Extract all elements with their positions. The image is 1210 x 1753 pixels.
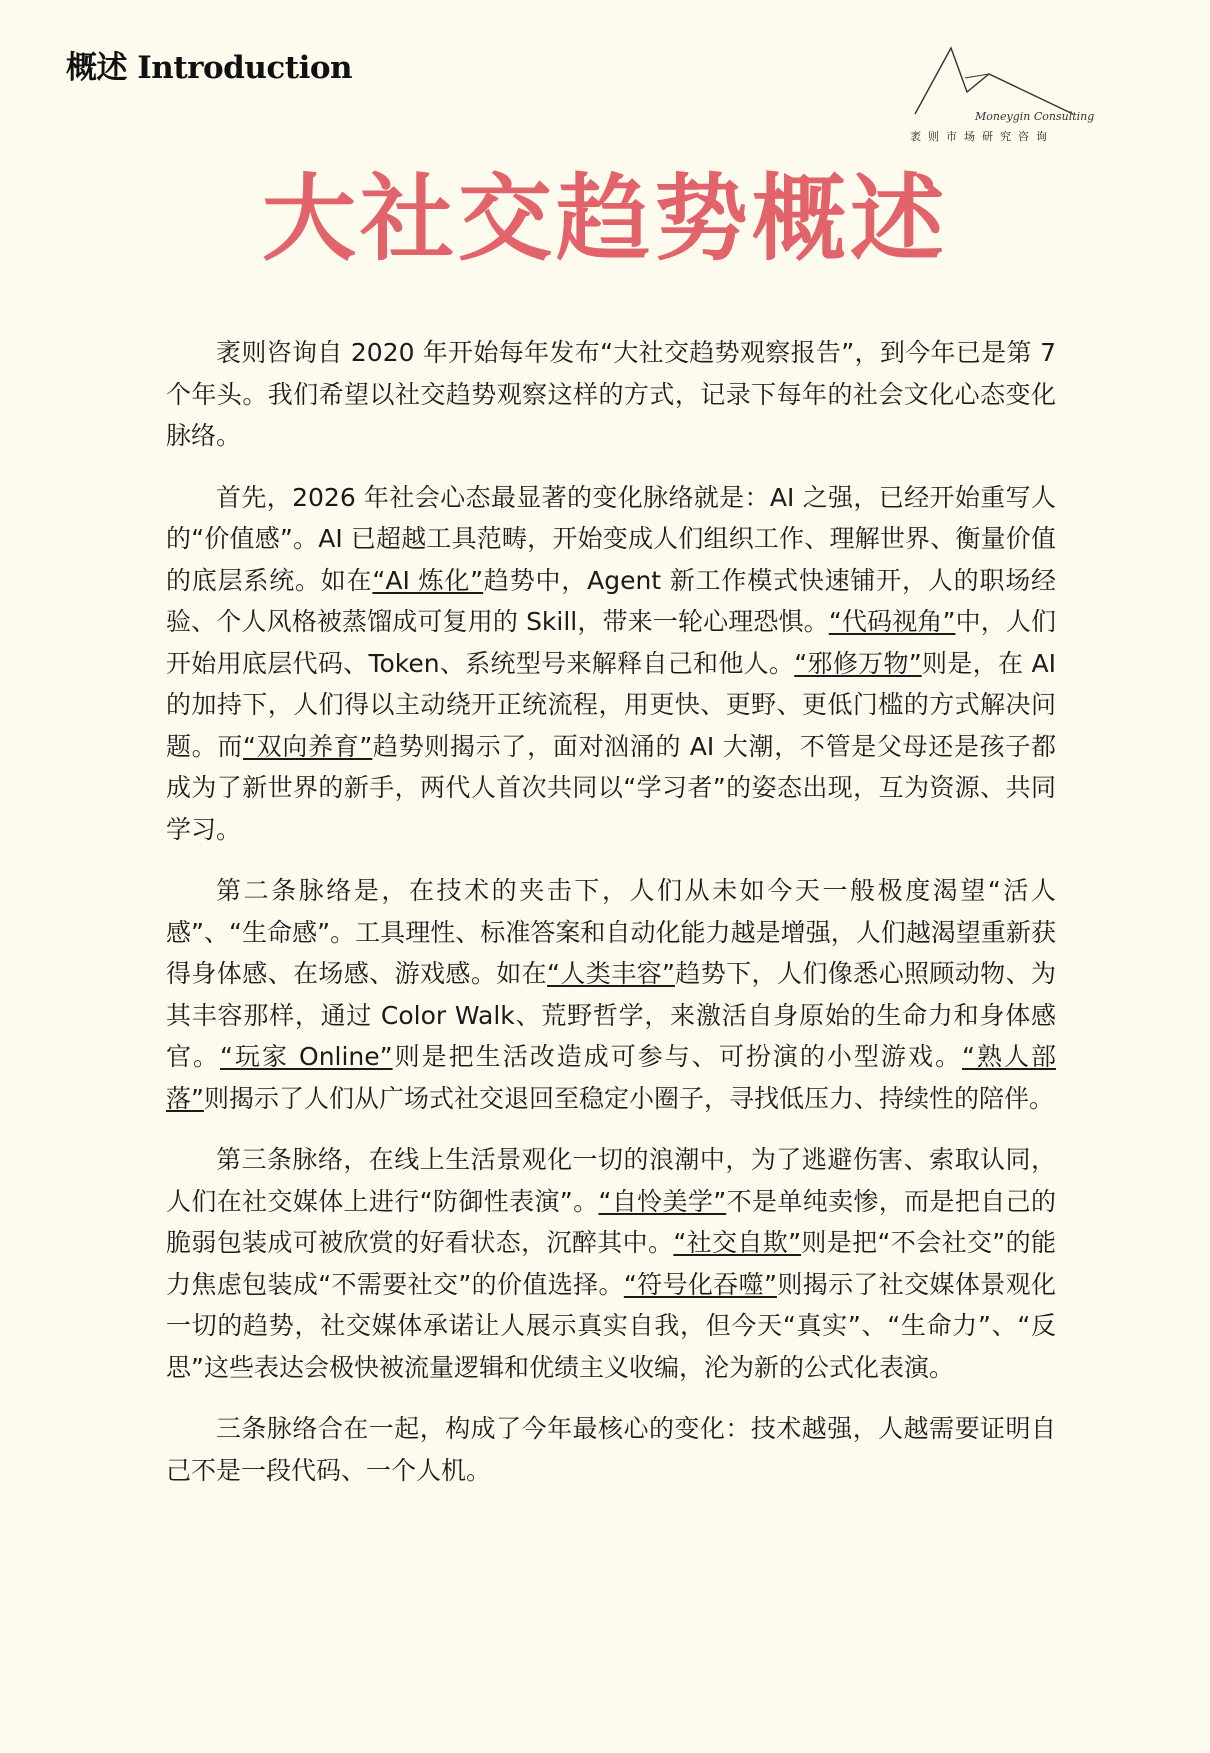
logo-script-text: Moneygin Consulting <box>975 110 1095 123</box>
page-title: 大社交趋势概述 <box>261 165 948 274</box>
paragraph-text: 则是把“不会社交”的能力焦虑包装成“不需要社交”的价值选择。 <box>166 1228 1056 1299</box>
paragraph-text: 不是单纯卖惨，而是把自己的脆弱包装成可被欣赏的好看状态，沉醉其中。 <box>166 1186 1056 1257</box>
trend-link[interactable]: “符号化吞噬” <box>623 1269 777 1299</box>
paragraph-text: 袤则咨询自 2020 年开始每年发布“大社交趋势观察报告”，到今年已是第 7 个年头。我们希望以社交趋势观察这样的方式，记录下每年的社会文化心态变化脉络。 <box>166 338 1056 450</box>
paragraph-text: 第三条脉络，在线上生活景观化一切的浪潮中，为了逃避伤害、索取认同，人们在社交媒体上进行“防御性表演”。 <box>166 1145 1056 1216</box>
paragraph-text: 第二条脉络是，在技术的夹击下，人们从未如今天一般极度渴望“活人感”、“生命感”。工具理性、标准答案和自动化能力越是增强，人们越渴望重新获得身体感、在场感、游戏感。如在 <box>166 876 1056 988</box>
paragraph-text: 首先，2026 年社会心态最显著的变化脉络就是：AI 之强，已经开始重写人的“价值感”。AI 已超越工具范畴，开始变成人们组织工作、理解世界、衡量价值的底层系统。如在 <box>166 482 1056 595</box>
article-body <box>166 332 1056 1511</box>
trend-link[interactable]: “代码视角” <box>828 607 956 636</box>
paragraph-text: 则揭示了人们从广场式社交退回至稳定小圈子，寻找低压力、持续性的陪伴。 <box>203 1083 1054 1113</box>
paragraph <box>166 332 1056 457</box>
trend-link[interactable]: “熟人部落” <box>166 1042 1056 1113</box>
trend-link[interactable]: “玩家 Online” <box>220 1042 393 1071</box>
paragraph-text: 趋势则揭示了，面对汹涌的 AI 大潮，不管是父母还是孩子都成为了新世界的新手，两代人首次共同以“学习者”的姿态出现，互为资源、共同学习。 <box>166 731 1056 844</box>
paragraph <box>166 1408 1056 1491</box>
paragraph-text: 则是，在 AI 的加持下，人们得以主动绕开正统流程，用更快、更野、更低门槛的方式解决问题。而 <box>166 648 1056 761</box>
paragraph <box>166 870 1056 1119</box>
trend-link[interactable]: “双向养育” <box>243 731 373 761</box>
paragraph-text: 则揭示了社交媒体景观化一切的趋势，社交媒体承诺让人展示真实自我，但今天“真实”、“生命力”、“反思”这些表达会极快被流量逻辑和优绩主义收编，沦为新的公式化表演。 <box>166 1269 1056 1382</box>
paragraph-text: 趋势中，Agent 新工作模式快速铺开，人的职场经验、个人风格被蒸馏成可复用的 Skill，带来一轮心理恐惧。 <box>166 565 1056 636</box>
paragraph <box>166 477 1056 851</box>
trend-link[interactable]: “社交自欺” <box>673 1228 802 1257</box>
paragraph-text: 趋势下，人们像悉心照顾动物、为其丰容那样，通过 Color Walk、荒野哲学，来激活自身原始的生命力和身体感官。 <box>166 959 1056 1071</box>
paragraph-text: 三条脉络合在一起，构成了今年最核心的变化：技术越强，人越需要证明自己不是一段代码、一个人机。 <box>166 1414 1056 1485</box>
brand-logo <box>905 44 1095 149</box>
paragraph-text: 则是把生活改造成可参与、可扮演的小型游戏。 <box>392 1042 962 1071</box>
section-label: 概述 Introduction <box>66 50 353 86</box>
trend-link[interactable]: “自怜美学” <box>598 1186 727 1216</box>
trend-link[interactable]: “AI 炼化” <box>372 565 484 595</box>
trend-link[interactable]: “人类丰容” <box>547 959 675 988</box>
paragraph <box>166 1139 1056 1388</box>
paragraph-text: 中，人们开始用底层代码、Token、系统型号来解释自己和他人。 <box>166 607 1056 678</box>
trend-link[interactable]: “邪修万物” <box>794 648 922 678</box>
logo-chinese-name: 袤则市场研究咨询 <box>910 130 1054 143</box>
